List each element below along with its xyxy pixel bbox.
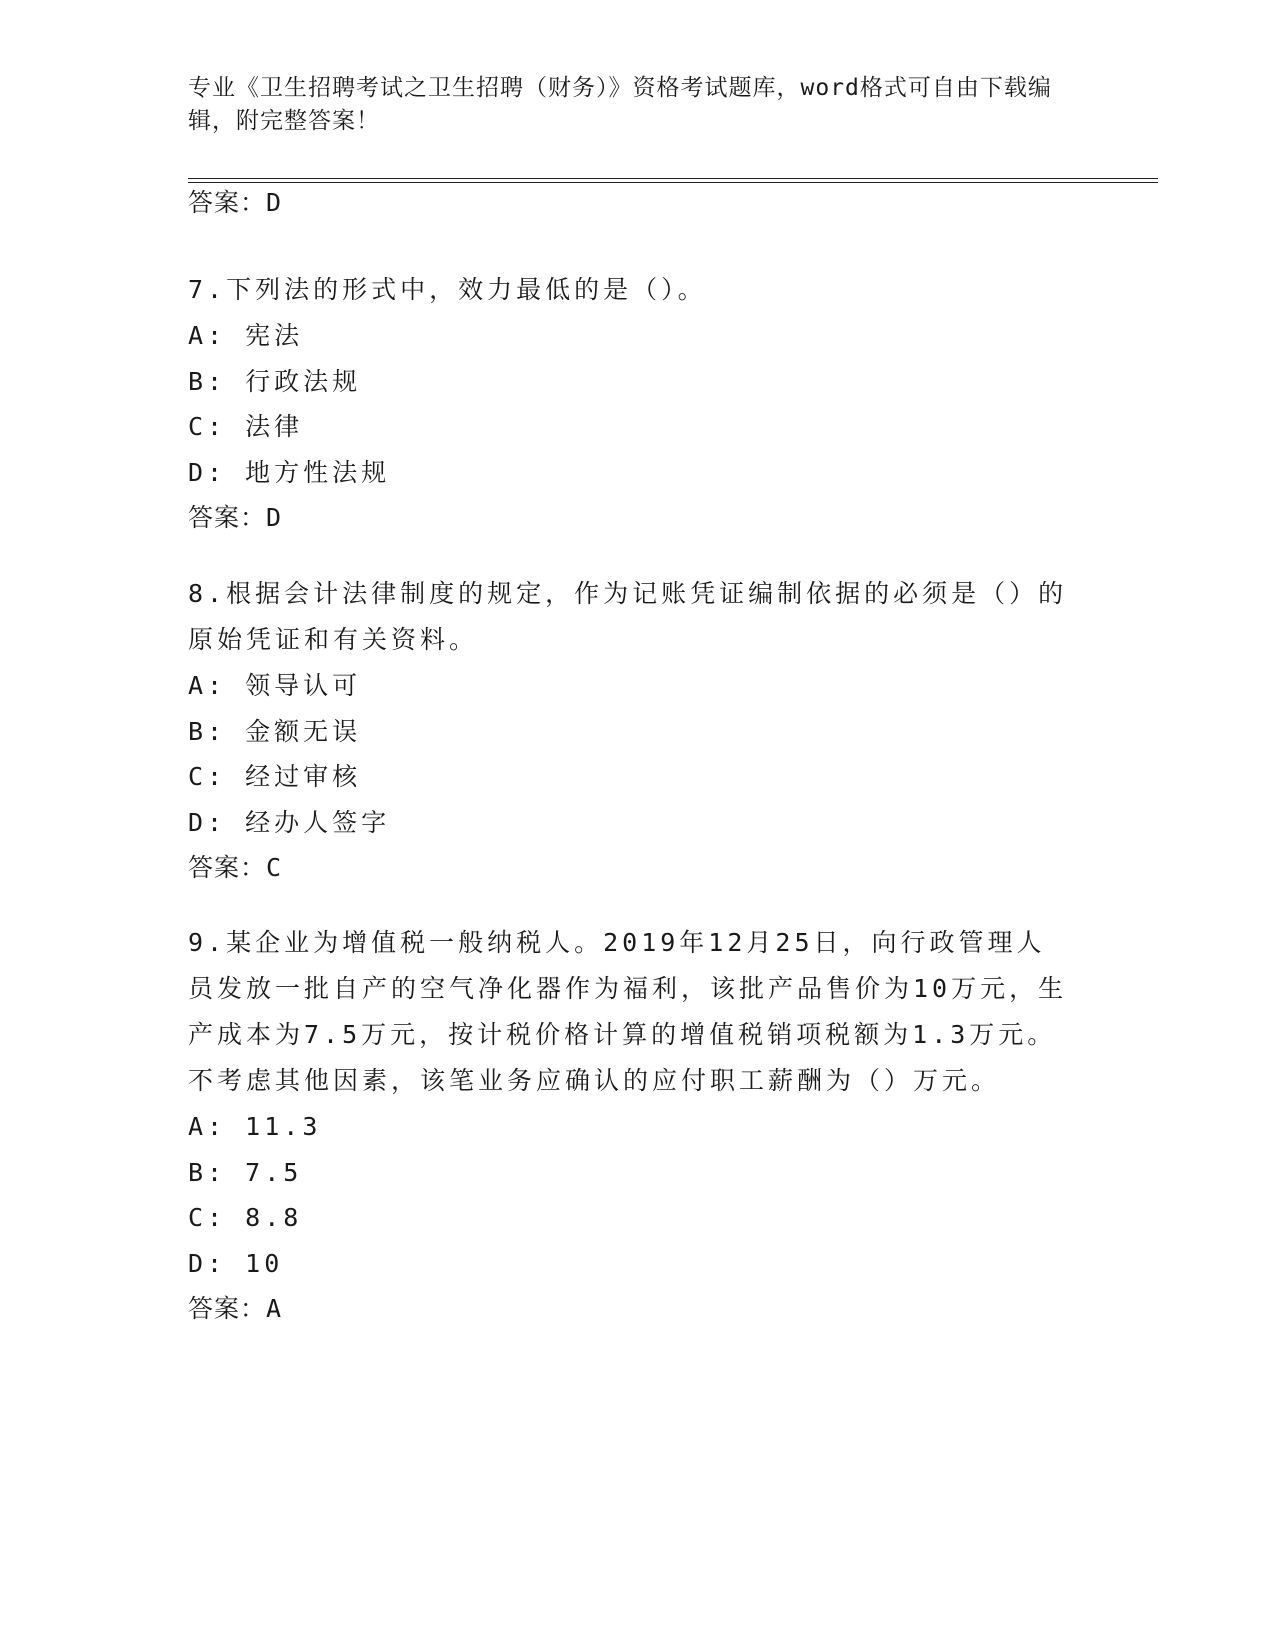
question-7 [188,267,1068,541]
question-stem: 8.根据会计法律制度的规定，作为记账凭证编制依据的必须是（）的原始凭证和有关资料。 [188,579,1068,654]
question-answer: 答案：A [188,1294,283,1323]
option-c: C: 8.8 [188,1203,303,1232]
previous-answer [188,186,282,220]
option-a: A: 11.3 [188,1112,322,1141]
document-page [188,0,1158,1650]
question-stem: 7.下列法的形式中，效力最低的是（）。 [188,275,707,304]
answer-label: 答案： [188,188,267,217]
document-header: 专业《卫生招聘考试之卫生招聘（财务）》资格考试题库，word格式可自由下载编辑，附完整答案！ [188,75,1052,134]
answer-value: D [266,188,283,217]
option-b: B: 金额无误 [188,716,362,746]
option-c: C: 经过审核 [188,762,362,791]
option-d: D: 10 [188,1248,284,1278]
option-a: A: 领导认可 [188,671,362,700]
option-d: D: 地方性法规 [188,457,391,487]
header-divider [188,178,1158,183]
question-9 [188,920,1068,1332]
question-stem: 9.某企业为增值税一般纳税人。2019年12月25日，向行政管理人员发放一批自产的空气净化器作为福利，该批产品售价为10万元，生产成本为7.5万元，按计税价格计算的增值税销项税额为1.3万元。不考虑其他因素，该笔业务应确认的应付职工薪酬为（）万元。 [188,928,1068,1095]
question-answer: 答案：D [188,503,283,532]
question-answer: 答案：C [188,853,283,882]
option-b: B: 行政法规 [188,366,362,396]
option-d: D: 经办人签字 [188,807,391,837]
option-c: C: 法律 [188,412,304,441]
question-8 [188,571,1068,891]
option-b: B: 7.5 [188,1157,303,1187]
option-a: A: 宪法 [188,321,304,350]
